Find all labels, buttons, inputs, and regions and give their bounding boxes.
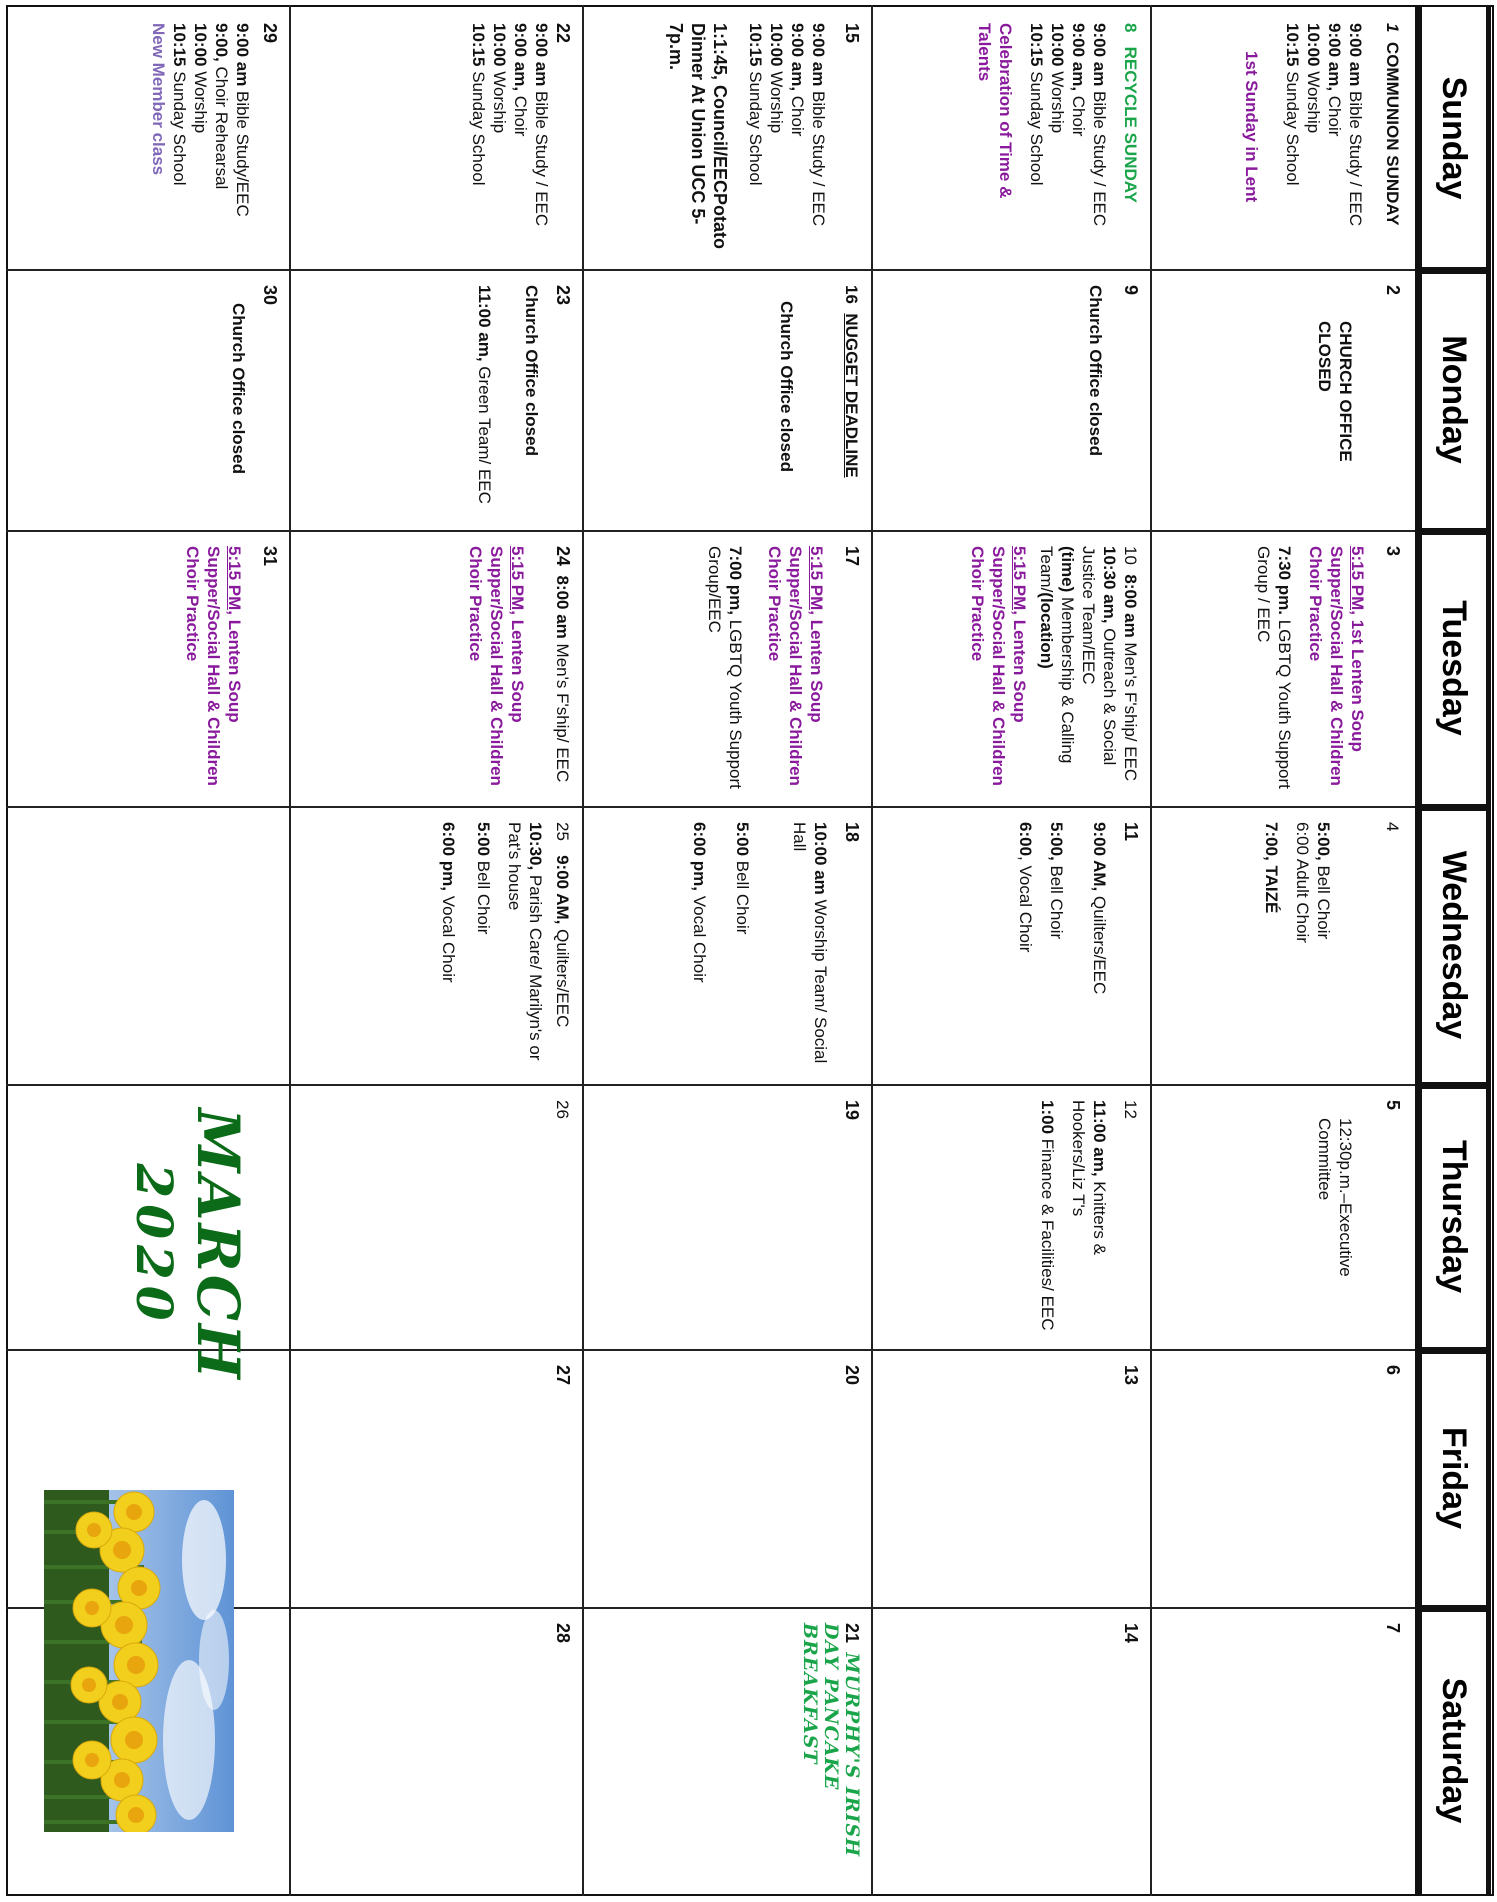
- day-cell-7: [1152, 1607, 1413, 1894]
- event-time: 9:00 am: [1346, 23, 1365, 87]
- day-cell-24: [291, 530, 583, 806]
- event-text: Bell Choir: [733, 856, 752, 935]
- header-divider: [1415, 1082, 1491, 1089]
- event-time: 6:00 pm,: [439, 822, 458, 891]
- day-number: 29: [260, 23, 280, 44]
- month-title: [125, 1105, 252, 1385]
- day-number: 11: [1121, 822, 1141, 842]
- day-number: 14: [1121, 1623, 1141, 1644]
- event-text: MURPHY'S IRISH DAY PANCAKE BREAKFAST: [799, 1623, 863, 1858]
- event-text: Lenten Soup Supper/Social Hall & Children Choir Practice: [466, 546, 527, 786]
- event-text: Outreach & Social Justice Team/EEC: [1079, 546, 1119, 766]
- day-number: 24: [553, 546, 573, 567]
- event-time: 5:15 PM,: [225, 546, 244, 615]
- event-text: Knitters & Hookers/Liz T's: [1069, 1100, 1109, 1255]
- event-title: RECYCLE SUNDAY: [1121, 46, 1140, 203]
- event-text: Church Office closed: [777, 301, 796, 472]
- event-text: Vocal Choir: [439, 890, 458, 983]
- day-number: 9: [1121, 285, 1141, 296]
- event-text: Sunday School: [1027, 66, 1046, 186]
- event-time: 10:15: [1283, 23, 1302, 67]
- event-time: 5:00,: [1314, 822, 1333, 861]
- event-note: New Member class: [149, 23, 168, 176]
- event-text: 7:00, TAIZÉ: [1262, 822, 1281, 914]
- day-cell-20: [584, 1349, 872, 1607]
- event-time: 7:30 pm.: [1275, 546, 1294, 615]
- event-text: Choir: [1325, 91, 1344, 137]
- day-cell-30: [8, 269, 290, 530]
- daffodils-photo: [44, 1490, 234, 1832]
- event-text: Finance & Facilities/ EEC: [1038, 1134, 1057, 1331]
- day-cell-4: [1152, 806, 1413, 1084]
- day-number: 4: [1383, 822, 1402, 832]
- event-text: CHURCH OFFICE CLOSED: [1315, 321, 1355, 462]
- event-time: 10:15: [469, 23, 488, 67]
- event-text: Worship: [1304, 66, 1323, 134]
- event-time: 6:00 pm,: [690, 822, 709, 891]
- day-cell-10: [873, 530, 1151, 806]
- day-number: 31: [260, 546, 280, 567]
- day-cell-26: [291, 1084, 583, 1349]
- day-number: 1: [1383, 23, 1402, 33]
- header-divider: [1415, 804, 1491, 811]
- event-time: 9:00 am: [532, 23, 551, 87]
- day-cell-28: [291, 1607, 583, 1894]
- event-text: Parish Care/ Marilyn's or Pat's house: [505, 822, 545, 1061]
- day-number: 10: [1121, 546, 1140, 565]
- day-cell-11: [873, 806, 1151, 1084]
- event-time: 9:00 am,: [788, 23, 807, 92]
- event-text: Bible Study / EEC: [1346, 86, 1365, 227]
- event-text: Vocal Choir: [690, 890, 709, 983]
- event-time: 9:00 am,: [511, 23, 530, 92]
- event-location: (location): [1037, 592, 1056, 669]
- day-number: 16: [842, 285, 861, 304]
- event-text: Membership & Calling Team/: [1037, 546, 1077, 764]
- day-cell-25: [291, 806, 583, 1084]
- event-text: Bell Choir: [474, 856, 493, 935]
- header-divider: [1415, 267, 1491, 274]
- day-number: 2: [1383, 285, 1403, 296]
- event-time: 8:00 am: [553, 575, 572, 639]
- event-text: LGBTQ Youth Support Group / EEC: [1254, 546, 1294, 789]
- event-text: Worship: [1048, 66, 1067, 134]
- day-number: 26: [553, 1100, 572, 1119]
- event-text: Worship Team/ Social Hall: [790, 822, 830, 1064]
- event-text: Quilters/EEC: [1090, 891, 1109, 995]
- day-cell-15: [584, 7, 872, 269]
- event-time: 9:00 am,: [1069, 23, 1088, 92]
- day-cell-2: [1152, 269, 1413, 530]
- day-cell-16: [584, 269, 872, 530]
- event-text: Choir: [1069, 91, 1088, 137]
- event-text: Lenten Soup Supper/Social Hall & Children Choir Practice: [765, 546, 826, 786]
- event-text: 1st Lenten Soup Supper/Social Hall & Children Choir Practice: [1306, 546, 1367, 786]
- event-time: 11:00 am,: [475, 285, 494, 362]
- header-divider: [1415, 528, 1491, 535]
- day-cell-29: [8, 7, 290, 269]
- event-time: 5:00,: [1047, 822, 1066, 861]
- event-time: 10:00: [767, 23, 786, 67]
- day-header-saturday: Saturday: [1415, 1607, 1491, 1894]
- event-text: Bell Choir: [1314, 860, 1333, 940]
- day-cell-23: [291, 269, 583, 530]
- day-number: 28: [553, 1623, 573, 1644]
- event-text: 6:00 Adult Choir: [1293, 822, 1312, 943]
- day-cell-12: [873, 1084, 1151, 1349]
- event-time: 10:15: [170, 23, 189, 67]
- day-number: 17: [842, 546, 862, 567]
- day-number: 7: [1383, 1623, 1403, 1634]
- day-cell-8: [873, 7, 1151, 269]
- day-number: 27: [553, 1365, 573, 1386]
- event-time: 9:00 AM,: [1090, 822, 1109, 892]
- day-cell-19: [584, 1084, 872, 1349]
- event-text: Sunday School: [1283, 66, 1302, 186]
- event-text: Sunday School: [469, 66, 488, 186]
- day-cell-22: [291, 7, 583, 269]
- day-cell-9: [873, 269, 1151, 530]
- day-cell-31: [8, 530, 290, 806]
- day-number: 8: [1121, 23, 1140, 33]
- day-cell-18: [584, 806, 872, 1084]
- event-time: 10:30 am,: [1100, 546, 1119, 624]
- event-text: Worship: [767, 66, 786, 134]
- day-cell-1: [1152, 7, 1413, 269]
- event-text: Choir: [511, 91, 530, 137]
- event-time: 9:00,: [212, 23, 231, 62]
- day-number: 15: [842, 23, 862, 44]
- deadline-label: NUGGET DEADLINE: [842, 313, 861, 478]
- event-text: Bible Study/EEC: [233, 86, 252, 217]
- event-text: Lenten Soup Supper/Social Hall & Children Choir Practice: [968, 546, 1029, 786]
- event-time: 9:00 am: [233, 23, 252, 87]
- event-text: Bible Study / EEC: [1090, 86, 1109, 227]
- day-number: 3: [1383, 546, 1403, 557]
- event-text: Quilters/EEC: [553, 924, 572, 1028]
- event-text: Men's F'ship/ EEC: [553, 638, 572, 783]
- event-note: 1st Sunday in Lent: [1242, 51, 1261, 203]
- event-time: 5:15 PM,: [1348, 546, 1367, 615]
- event-time: 10:15: [746, 23, 765, 67]
- event-text: 1:1:45, Council/EECPotato Dinner At Union UCC 5-7p.m.: [666, 23, 730, 250]
- event-text: Choir Rehearsal: [212, 61, 231, 190]
- year-label: 2020: [125, 1163, 184, 1327]
- event-text: Sunday School: [746, 66, 765, 186]
- event-text: 12:30p.m.–Executive Committee: [1315, 1118, 1355, 1277]
- day-header-monday: Monday: [1415, 269, 1491, 530]
- month-name: MARCH: [184, 1108, 252, 1382]
- day-header-friday: Friday: [1415, 1349, 1491, 1607]
- day-cell-6: [1152, 1349, 1413, 1607]
- event-text: Green Team/ EEC: [475, 361, 494, 504]
- event-text: Church Office closed: [1086, 285, 1105, 456]
- event-note: Celebration of Time & Talents: [975, 23, 1015, 199]
- day-cell-27: [291, 1349, 583, 1607]
- header-divider: [1415, 1605, 1491, 1612]
- event-time: 10:00: [191, 23, 210, 67]
- event-text: LGBTQ Youth Support Group/EEC: [705, 546, 745, 789]
- day-cell-13: [873, 1349, 1151, 1607]
- day-number: 23: [553, 285, 573, 306]
- event-time: 10:30,: [526, 822, 545, 871]
- day-number: 21: [842, 1623, 862, 1644]
- event-text: Bible Study / EEC: [809, 86, 828, 227]
- event-time: 9:00 am,: [1325, 23, 1344, 92]
- event-time: 10:00 am: [811, 822, 830, 895]
- event-time: 1:00: [1038, 1100, 1057, 1135]
- day-number: 18: [842, 822, 862, 843]
- event-time: 10:00: [490, 23, 509, 67]
- day-number: 12: [1121, 1100, 1140, 1119]
- event-time: 8:00 am: [1121, 574, 1140, 638]
- day-cell-3: [1152, 530, 1413, 806]
- day-cell-5: [1152, 1084, 1413, 1349]
- day-number: 13: [1121, 1365, 1141, 1386]
- event-text: Bible Study / EEC: [532, 86, 551, 227]
- day-header-sunday: Sunday: [1415, 7, 1491, 269]
- day-number: 30: [260, 285, 280, 306]
- event-time: 5:15 PM,: [807, 546, 826, 615]
- event-time: 10:00: [1048, 23, 1067, 67]
- event-text: Church Office closed: [229, 303, 248, 474]
- event-time: 11:00 am,: [1090, 1100, 1109, 1177]
- event-time: 5:15 PM,: [508, 546, 527, 615]
- day-header-wednesday: Wednesday: [1415, 806, 1491, 1084]
- event-text: Church Office closed: [522, 285, 541, 456]
- day-cell-17: [584, 530, 872, 806]
- event-time: 5:15 PM,: [1010, 546, 1029, 615]
- event-text: Lenten Soup Supper/Social Hall & Children Choir Practice: [183, 546, 244, 786]
- day-header-tuesday: Tuesday: [1415, 530, 1491, 806]
- event-text: Worship: [191, 66, 210, 134]
- event-text: Bell Choir: [1047, 860, 1066, 940]
- day-number: 19: [842, 1100, 862, 1121]
- day-number: 5: [1383, 1100, 1403, 1111]
- day-number: 20: [842, 1365, 862, 1386]
- day-number: 25: [553, 822, 572, 841]
- event-time: 9:00 am: [1090, 23, 1109, 87]
- event-time: (time): [1058, 546, 1077, 593]
- event-text: , Vocal Choir: [1016, 856, 1035, 953]
- event-time: 7:00 pm,: [726, 546, 745, 615]
- event-time: 9:00 AM,: [553, 855, 572, 925]
- day-number: 6: [1383, 1365, 1403, 1376]
- event-text: Men's F'ship/ EEC: [1121, 637, 1140, 782]
- event-text: Choir: [788, 91, 807, 137]
- event-text: Sunday School: [170, 66, 189, 186]
- day-header-thursday: Thursday: [1415, 1084, 1491, 1349]
- event-time: 9:00 am: [809, 23, 828, 87]
- event-time: 5:00: [733, 822, 752, 857]
- event-title: COMMUNION SUNDAY: [1383, 41, 1402, 226]
- event-time: 10:15: [1027, 23, 1046, 67]
- header-divider: [1415, 1347, 1491, 1354]
- event-time: 5:00: [474, 822, 493, 857]
- day-cell-21: [584, 1607, 872, 1894]
- event-time: 6:00: [1016, 822, 1035, 857]
- day-number: 22: [553, 23, 573, 44]
- event-time: 10:00: [1304, 23, 1323, 67]
- event-text: Worship: [490, 66, 509, 134]
- day-cell-14: [873, 1607, 1151, 1894]
